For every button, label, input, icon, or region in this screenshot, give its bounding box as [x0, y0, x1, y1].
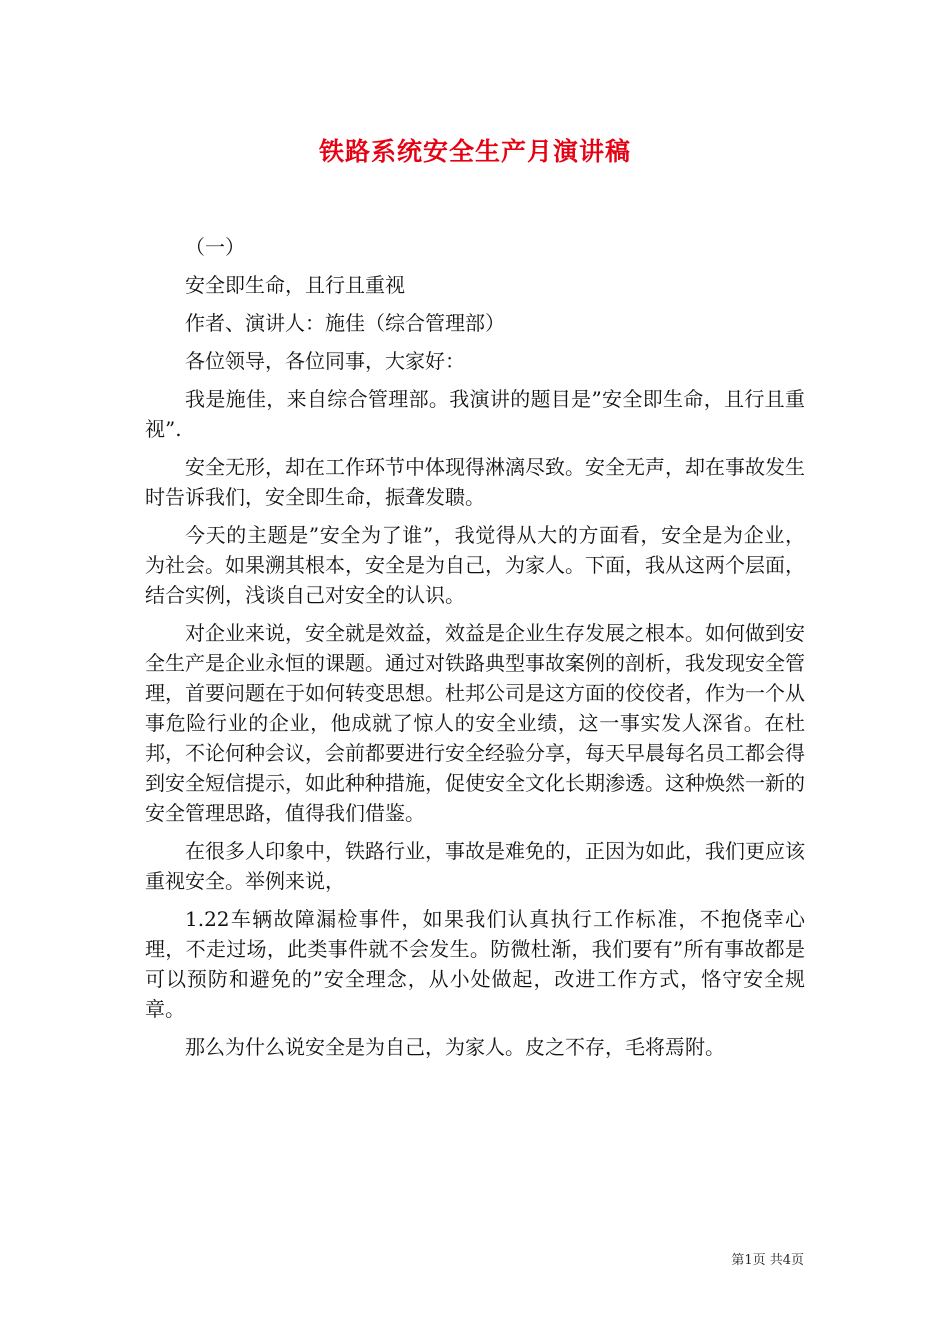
paragraph: 我是施佳，来自综合管理部。我演讲的题目是”安全即生命，且行且重视”.	[145, 387, 805, 441]
paragraph: 安全无形，却在工作环节中体现得淋漓尽致。安全无声，却在事故发生时告诉我们，安全即生命，振聋发聩。	[145, 455, 805, 509]
speech-subtitle: 安全即生命，且行且重视	[185, 273, 405, 297]
greeting: 各位领导，各位同事，大家好：	[185, 349, 465, 373]
paragraph: 今天的主题是”安全为了谁”，我觉得从大的方面看，安全是为企业，为社会。如果溯其根本，安全是为自己，为家人。下面，我从这两个层面，结合实例，浅谈自己对安全的认识。	[145, 523, 805, 607]
section-marker: （一）	[185, 235, 245, 259]
paragraph: 那么为什么说安全是为自己，为家人。皮之不存，毛将焉附。	[185, 1035, 725, 1059]
page-number: 第1页 共4页	[731, 1253, 804, 1268]
document-body	[145, 232, 805, 1070]
document-title: 铁路系统安全生产月演讲稿	[318, 137, 631, 166]
paragraph: 对企业来说，安全就是效益，效益是企业生存发展之根本。如何做到安全生产是企业永恒的课题。通过对铁路典型事故案例的剖析，我发现安全管理，首要问题在于如何转变思想。杜邦公司是这方面的佼佼者，作为一个从事危险行业的企业，他成就了惊人的安全业绩，这一事实发人深省。在杜邦，不论何种会议，会前都要进行安全经验分享，每天早晨每名员工都会得到安全短信提示，如此种种措施，促使安全文化长期渗透。这种焕然一新的安全管理思路，值得我们借鉴。	[145, 621, 805, 825]
paragraph: 1.22车辆故障漏检事件，如果我们认真执行工作标准，不抱侥幸心理，不走过场，此类事件就不会发生。防微杜渐，我们要有”所有事故都是可以预防和避免的”安全理念，从小处做起，改进工作方式，恪守安全规章。	[145, 907, 805, 1021]
paragraph: 在很多人印象中，铁路行业，事故是难免的，正因为如此，我们更应该重视安全。举例来说，	[145, 839, 805, 893]
speaker-line: 作者、演讲人：施佳（综合管理部）	[185, 311, 505, 335]
